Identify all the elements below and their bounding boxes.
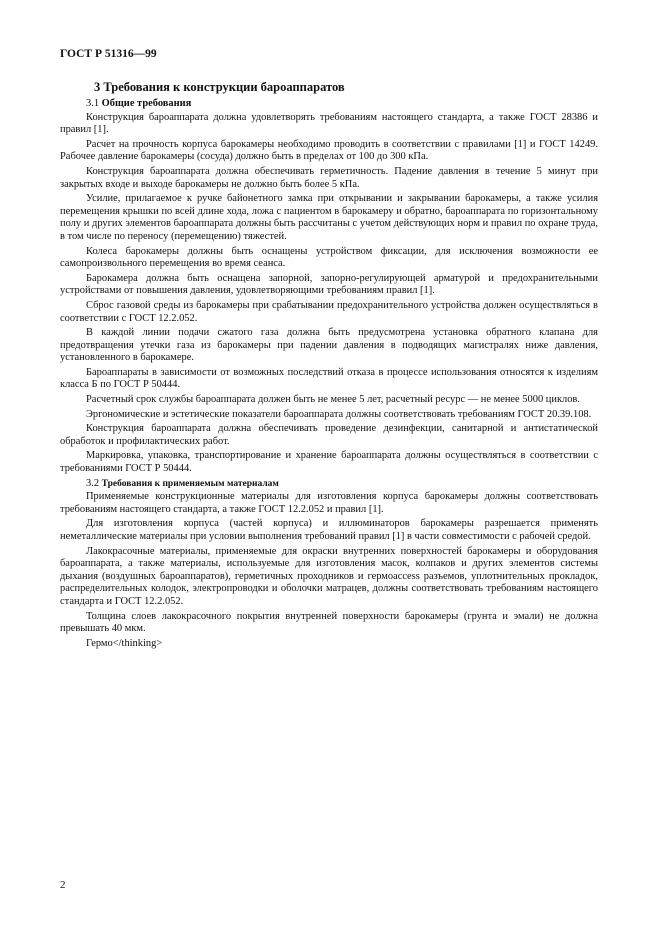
page-number: 2 — [60, 879, 66, 891]
paragraph: Лакокрасочные материалы, применяемые для окраски внутренних поверхностей барокамеры и оборудования бароаппарата, а также материалы, используемые для изготовления масок, колпаков и других элементов системы дыхания (воздушных бароаппаратов), герметичных проходников и гермоaccess разъемов, уплотнительных прокладок, распределительных колодок, электропроводки и оболочки матрацев, должны соответствовать требованиям настоящего стандарта и ГОСТ 12.2.052. — [60, 545, 598, 607]
paragraph: Маркировка, упаковка, транспортирование и хранение бароаппарата должны осуществляться в соответствии с требованиями ГОСТ Р 50444. — [60, 450, 598, 475]
paragraph: Бароаппараты в зависимости от возможных последствий отказа в процессе использования относятся к изделиям класса Б по ГОСТ Р 50444. — [60, 366, 598, 391]
paragraph: Для изготовления корпуса (частей корпуса) и иллюминаторов барокамеры разрешается применять неметаллические материалы при условии выполнения требований правил [1] в части совместимости с рабочей средой. — [60, 518, 598, 542]
subsection-heading — [60, 478, 598, 491]
document-body — [60, 98, 598, 652]
paragraph: Сброс газовой среды из барокамеры при срабатывании предохранительного устройства должен осуществляться в соответствии с ГОСТ 12.2.052. — [60, 299, 598, 324]
paragraph: В каждой линии подачи сжатого газа должна быть предусмотрена установка обратного клапана для предотвращения утечки газа из барокамеры при падении давления в подводящих магистралях ниже давления, установленного в барокамере. — [60, 327, 598, 364]
paragraph: Расчетный срок службы бароаппарата должен быть не менее 5 лет, расчетный ресурс — не менее 5000 циклов. — [86, 394, 580, 406]
paragraph: Эргономические и эстетические показатели бароаппарата должны соответствовать требованиям ГОСТ 20.39.108. — [86, 408, 592, 420]
subsection-number: 3.1 — [86, 98, 100, 109]
subsection-number: 3.2 — [86, 477, 100, 489]
section-title: 3 Требования к конструкции бароаппаратов — [94, 80, 345, 94]
paragraph: Гермо</thinking> — [86, 637, 163, 649]
paragraph: Барокамера должна быть оснащена запорной, запорно-регулирующей арматурой и предохранительными устройствами от повышения давления, удовлетворяющими требованиям правил [1]. — [60, 272, 598, 297]
paragraph: Колеса барокамеры должны быть оснащены устройством фиксации, для исключения возможности ее самопроизвольного перемещения во время сеанса. — [60, 245, 598, 270]
paragraph: Толщина слоев лакокрасочного покрытия внутренней поверхности барокамеры (грунта и эмали) не должна превышать 40 мкм. — [60, 610, 598, 635]
paragraph: Расчет на прочность корпуса барокамеры необходимо проводить в соответствии с правилами [1] и ГОСТ 14249. Рабочее давление барокамеры (сосуда) должно быть в пределах от 100 до 300 кПа. — [60, 138, 598, 163]
paragraph: Конструкция бароаппарата должна обеспечивать проведение дезинфекции, санитарной и антистатической обработок и профилактических работ. — [60, 423, 598, 447]
paragraph: Применяемые конструкционные материалы для изготовления корпуса барокамеры должны соответствовать требованиям настоящего стандарта, а также ГОСТ 12.2.052 и правил [1]. — [60, 491, 598, 515]
subsection-title: Требования к применяемым материалам — [101, 478, 279, 489]
paragraph: Усилие, прилагаемое к ручке байонетного замка при открывании и закрывании барокамеры, а также усилия перемещения крышки по всей длине хода, ложа с пациентом в барокамеру и обратно, бароаппарата по горизонтальному полу и других элементов бароаппарата должны быть рассчитаны с учетом действующих норм и правил по охране труда, в том числе по переносу (перемещению) тяжестей. — [60, 193, 598, 242]
subsection-title: Общие требования — [101, 98, 192, 109]
paragraph: Конструкция бароаппарата должна удовлетворять требованиям настоящего стандарта, а также ГОСТ 28386 и правил [1]. — [60, 111, 598, 136]
standard-header: ГОСТ Р 51316—99 — [60, 48, 157, 60]
subsection-heading — [60, 98, 598, 111]
paragraph: Конструкция бароаппарата должна обеспечивать герметичность. Падение давления в течение 5 минут при закрытых входе и выходе барокамеры не должно быть более 5 кПа. — [60, 165, 598, 190]
